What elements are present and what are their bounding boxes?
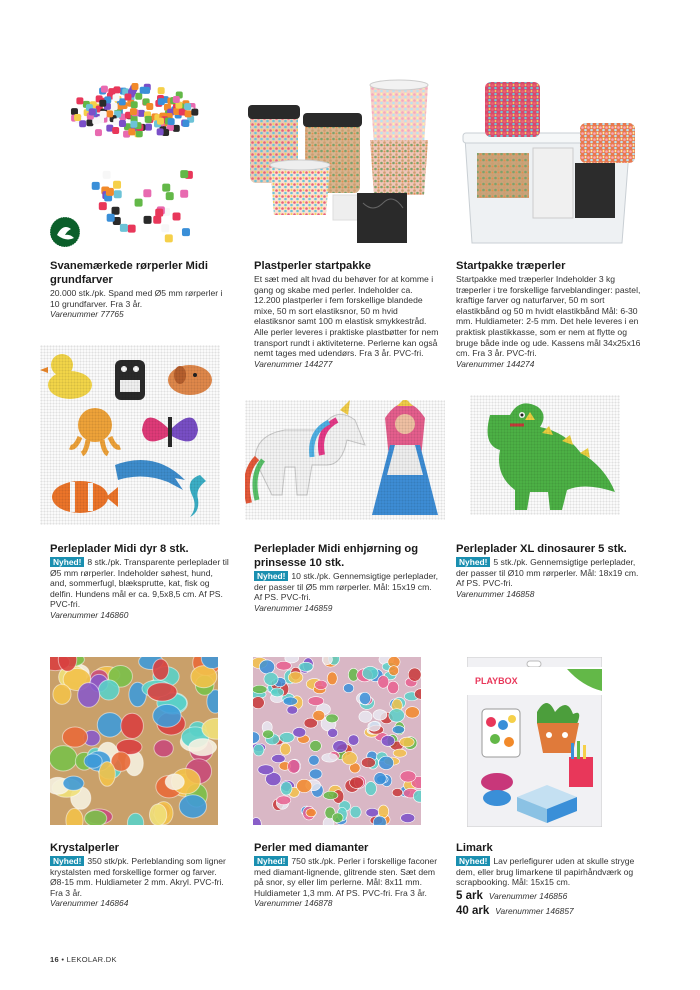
product-image-wooden-bead-kit (455, 78, 645, 248)
product-description: Nyhed! Lav perlefigurer uden at skulle stryge dem, eller brug limarkene til papirhåndværk og scrapbooking. Mål: 15x15 cm. (456, 856, 635, 888)
crystal-bead (127, 813, 143, 825)
product-card-svanemaerkede-rorperler (50, 259, 225, 320)
diamond-bead (379, 756, 394, 769)
diamond-bead (259, 660, 274, 674)
crystal-bead (62, 727, 87, 747)
diamond-bead (343, 684, 353, 693)
diamond-bead (348, 735, 359, 746)
diamond-bead (359, 692, 370, 704)
diamond-bead (277, 796, 291, 805)
bead (180, 170, 188, 178)
crystal-bead (147, 683, 177, 701)
bead (106, 188, 114, 196)
diamond-bead (333, 741, 348, 753)
variant-row (456, 903, 641, 918)
crystal-bead (63, 776, 84, 790)
bead (113, 181, 121, 189)
crystal-bead (99, 680, 120, 700)
bead (136, 130, 143, 137)
bead (128, 225, 136, 233)
diamond-bead (389, 709, 405, 722)
diamond-bead (408, 668, 421, 681)
variant-row (456, 888, 641, 903)
diamond-bead (359, 711, 372, 722)
bead (114, 190, 122, 198)
diamond-bead (310, 740, 322, 751)
bead (157, 128, 164, 135)
bead (146, 103, 153, 110)
crystal-bead (84, 754, 102, 768)
bead (165, 234, 173, 242)
diamond-bead (326, 714, 339, 723)
crystal-bead (154, 740, 173, 757)
item-number: Varenummer 144277 (254, 358, 333, 369)
crystal-bead (53, 684, 71, 704)
bead (131, 83, 138, 90)
bead (101, 86, 108, 93)
bead (130, 121, 137, 128)
product-description: Nyhed! 10 stk./pk. Gennemsigtige perleplader, der passer til Ø5 mm rørperler. Mål: 15x19 cm. Af PS. PVC-fri. (254, 571, 439, 603)
bead (119, 120, 126, 127)
diamond-bead (253, 732, 260, 743)
item-number: Varenummer 146857 (495, 905, 574, 916)
bead (173, 96, 180, 103)
product-title: Perleplader Midi dyr 8 stk. (50, 543, 189, 555)
crystal-bead (78, 683, 100, 708)
new-badge: Nyhed! (50, 856, 84, 866)
product-title: Limark (456, 842, 493, 854)
bead (107, 214, 115, 222)
bead (97, 116, 104, 123)
crystal-bead (153, 704, 181, 727)
diamond-bead (350, 806, 361, 818)
bead (128, 128, 135, 135)
bead (168, 118, 175, 125)
diamond-bead (368, 721, 380, 731)
bead (135, 199, 143, 207)
diamond-bead (315, 680, 328, 689)
bead (155, 209, 163, 217)
diamond-bead (287, 706, 298, 714)
product-image-unicorn-princess-pegboards (245, 400, 445, 520)
diamond-bead (322, 657, 332, 665)
bead (99, 100, 106, 107)
diamond-bead (393, 749, 406, 757)
diamond-bead (323, 791, 338, 799)
diamond-bead (366, 808, 379, 817)
bead (130, 108, 137, 115)
bead (106, 110, 113, 117)
crystal-bead (97, 713, 122, 737)
diamond-bead (280, 732, 295, 742)
crystal-bead (66, 808, 83, 825)
bead (180, 190, 188, 198)
diamond-bead (253, 744, 264, 756)
diamond-bead (400, 737, 415, 747)
crystal-bead (189, 739, 217, 756)
product-card-startpakke-traeperler (456, 259, 641, 369)
diamond-bead (392, 788, 403, 796)
new-badge: Nyhed! (456, 557, 490, 567)
crystal-bead (165, 774, 184, 790)
product-description: Et sæt med alt hvad du behøver for at komme i gang og skabe med perler. Indeholder ca. 12.200 plastperler i fem forskellige blandede mixe, 50 m sort elastiksnor, 50 m hvid elastiksnor samt 100 m elastisk smykkestråd. Alle perler leveres i praktiske plastbøtter for nem transport rundt i aktiviteterne. Perlerne kan også nemt tages med udendørs. Fra 3 år. PVC-fri. (254, 274, 439, 359)
bead (157, 118, 164, 125)
item-number: Varenummer 146856 (488, 890, 568, 901)
product-title: Perleplader XL dinosaurer 5 stk. (456, 543, 627, 555)
diamond-bead (281, 782, 292, 795)
diamond-bead (327, 672, 337, 685)
diamond-bead (264, 673, 278, 686)
item-number: Varenummer 77765 (50, 309, 124, 320)
bead (182, 120, 189, 127)
bead (112, 127, 119, 134)
diamond-bead (350, 777, 364, 788)
bead (119, 98, 126, 105)
item-number: Varenummer 146864 (50, 898, 129, 909)
item-number: Varenummer 144274 (456, 358, 535, 369)
bead (140, 87, 147, 94)
product-title: Plastperler startpakke (254, 260, 371, 272)
bead (111, 103, 118, 110)
diamond-bead (308, 697, 324, 706)
bead (103, 171, 111, 179)
crystal-bead (50, 746, 77, 771)
diamond-bead (381, 735, 394, 746)
bead (120, 224, 128, 232)
diamond-bead (388, 681, 399, 694)
bead (158, 98, 165, 105)
diamond-bead (283, 697, 297, 705)
footer-site[interactable]: LEKOLAR.DK (66, 955, 117, 964)
bead (182, 228, 190, 236)
crystal-bead (153, 659, 169, 680)
diamond-bead (253, 818, 261, 825)
bead (113, 94, 120, 101)
new-badge: Nyhed! (50, 557, 84, 567)
bead (74, 114, 81, 121)
diamond-bead (299, 662, 313, 671)
bead (144, 216, 152, 224)
bead (89, 108, 96, 115)
product-description: Nyhed! 5 stk./pk. Gennemsigtige perleplader, der passer til Ø10 mm rørperler. Mål: 18x19 cm. Af PS. PVC-fri. (456, 557, 639, 589)
product-image-dinosaur-pegboards (470, 395, 620, 515)
bead (173, 213, 181, 221)
product-image-tube-beads (45, 70, 215, 250)
product-card-perler-med-diamanter (254, 841, 439, 909)
bead (131, 101, 138, 108)
bead (161, 224, 169, 232)
diamond-bead (400, 771, 416, 782)
diamond-bead (263, 730, 274, 739)
diamond-bead (253, 685, 267, 693)
product-title: Perler med diamanter (254, 842, 369, 854)
diamond-bead (288, 760, 300, 774)
crystal-bead (121, 713, 144, 738)
bead (99, 202, 107, 210)
diamond-bead (332, 813, 343, 823)
crystal-bead (99, 762, 115, 787)
product-image-glue-sheets (467, 657, 602, 827)
diamond-bead (389, 666, 399, 676)
nordic-swan-ecolabel-icon (50, 217, 80, 247)
bead (79, 120, 86, 127)
product-image-crystal-beads (50, 657, 218, 825)
diamond-bead (405, 707, 419, 718)
diamond-bead (373, 710, 387, 720)
diamond-bead (322, 753, 338, 762)
diamond-bead (378, 675, 389, 688)
diamond-bead (342, 752, 357, 765)
bead (95, 129, 102, 136)
item-number: Varenummer 146858 (456, 588, 535, 599)
item-number: Varenummer 146878 (254, 898, 333, 909)
bead (191, 109, 198, 116)
bead (145, 116, 152, 123)
diamond-bead (309, 769, 322, 779)
bead (76, 97, 83, 104)
page-footer (50, 955, 117, 964)
bead (166, 192, 174, 200)
product-title: Krystalperler (50, 842, 120, 854)
diamond-bead (271, 688, 284, 697)
product-title: Startpakke træperler (456, 260, 566, 272)
bead (124, 93, 131, 100)
product-card-plastperler-startpakke (254, 259, 439, 369)
product-description: Nyhed! 8 stk./pk. Transparente perleplader til Ø5 mm rørperler. Indeholder søhest, hund, and, sommerfugl, blæksprutte, kat, fisk og delfin. Hundens mål er ca. 9,5x8,5 cm. Af PS. PVC-fri. (50, 557, 229, 610)
crystal-bead (149, 804, 166, 825)
bead (143, 189, 151, 197)
bead (112, 207, 120, 215)
bead (184, 103, 191, 110)
new-badge: Nyhed! (456, 856, 490, 866)
product-title: Svanemærkede rørperler Midi grundfarver (50, 260, 208, 286)
bead (158, 87, 165, 94)
diamond-bead (374, 773, 386, 785)
product-description: Nyhed! 350 stk/pk. Perleblanding som ligner krystalsten med forskellige former og farver. Ø8-15 mm. Huldiameter 2 mm. Akryl. PVC-fri. Fra 3 år. (50, 856, 226, 898)
variant-sheets: 5 ark (456, 889, 483, 902)
product-card-perleplader-dinosaurer (456, 542, 641, 599)
diamond-bead (288, 672, 303, 683)
bead (185, 110, 192, 117)
package-brand-label: PLAYBOX (475, 676, 518, 686)
diamond-bead (309, 755, 320, 765)
product-image-animal-pegboards (40, 345, 220, 525)
footer-separator: • (61, 955, 65, 964)
bead (92, 182, 100, 190)
bead (135, 93, 142, 100)
bead (162, 184, 170, 192)
diamond-bead (280, 743, 291, 755)
diamond-bead (272, 755, 286, 763)
product-image-plastic-bead-kit (245, 75, 435, 250)
diamond-bead (313, 710, 325, 721)
diamond-bead (328, 728, 338, 737)
crystal-bead (85, 810, 107, 825)
diamond-bead (365, 782, 376, 796)
diamond-bead (401, 813, 415, 822)
item-number: Varenummer 146860 (50, 609, 129, 620)
bead (145, 124, 152, 131)
item-number: Varenummer 146859 (254, 602, 333, 613)
page-number: 16 (50, 955, 59, 964)
diamond-bead (361, 757, 375, 767)
variant-sheets: 40 ark (456, 904, 490, 917)
diamond-bead (362, 666, 378, 679)
product-card-krystalperler (50, 841, 230, 909)
product-description: Startpakke med træperler Indeholder 3 kg træperler i tre forskellige farveblandinger: pastel, kraftige farver og naturfarver, 50 m sort elastikbånd og 50 m hvidt elastikbånd Mål: 6-30 mm. Huldiameter: 2-5 mm. Det hele leveres i en praktisk plastikkasse, som er nem at flytte og bruge både inde og ude. Kassens mål 34x25x16 cm. Fra 3 år. PVC-fri. (456, 274, 641, 359)
diamond-bead (258, 765, 274, 775)
product-title: Perleplader Midi enhjørning og prinsesse 10 stk. (254, 543, 419, 569)
new-badge: Nyhed! (254, 571, 288, 581)
diamond-bead (293, 727, 306, 737)
bead (138, 110, 145, 117)
product-card-perleplader-dyr (50, 542, 230, 621)
product-description: Nyhed! 750 stk./pk. Perler i forskellige faconer med diamant-lignende, glitrende sten. Sæt dem på snor, sy eller lim perlerne. Mål: 8x11 mm. Huldiameter 1,3 mm. Af PS. PVC-fri. Fra 3 år. (254, 856, 438, 898)
diamond-bead (297, 779, 312, 792)
new-badge: Nyhed! (254, 856, 288, 866)
diamond-bead (253, 697, 264, 709)
product-description: 20.000 stk./pk. Spand med Ø5 mm rørperler i 10 grundfarver. Fra 3 år. (50, 288, 223, 309)
bead (153, 216, 161, 224)
bead (114, 86, 121, 93)
crystal-bead (179, 795, 206, 818)
product-card-perleplader-enhjorning (254, 542, 439, 613)
product-image-diamond-beads (253, 657, 421, 825)
diamond-bead (392, 726, 404, 734)
product-card-limark (456, 841, 641, 918)
diamond-bead (306, 809, 316, 817)
